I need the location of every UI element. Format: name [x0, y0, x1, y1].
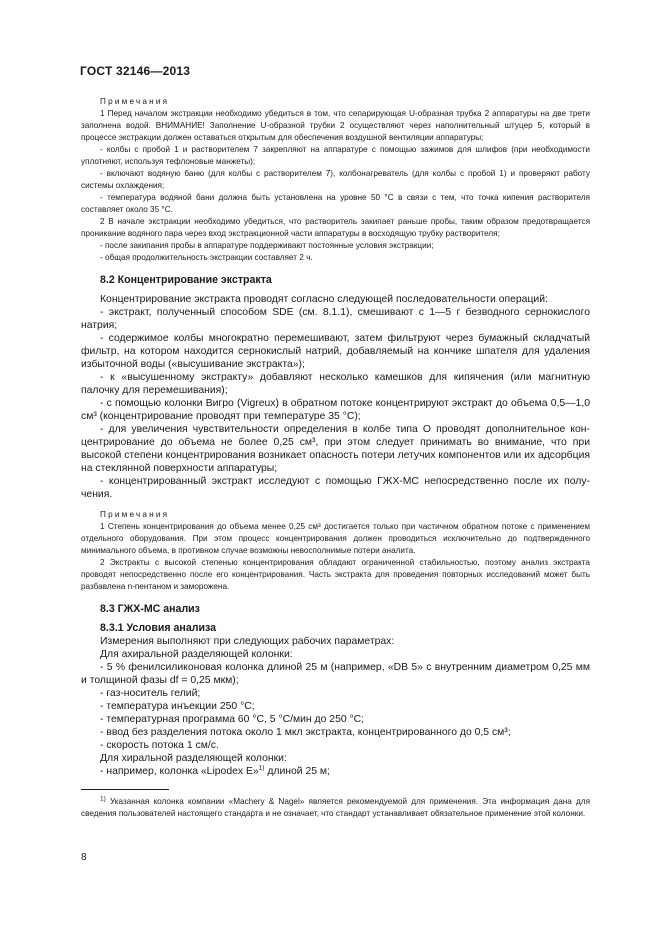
section-8-3-1-body [81, 635, 590, 778]
footnote-text: Указанная колонка компании «Machery & Nagel» является рекомендуемой для применения. Эта информация дана для сведения пользователей настоящего стандарта и не означает, что стандарт устанавливает обязательное применение этой колонки. [81, 797, 590, 818]
list-item: - температурная программа 60 °С, 5 °С/мин до 250 °С; [100, 714, 365, 725]
note-paragraph: 2 Экстракты с высокой степенью концентрирования обладают ограниченной стабильностью, поэтому анализ экстракта проводят непосредственно после его концентрирования. Часть экстракта для проведения повторных исследований может быть разбавлена n-пентаном и заморожена. [81, 558, 590, 591]
notes-block-2 [81, 509, 590, 593]
section-8-2-body [81, 293, 590, 501]
body-paragraph: - содержимое колбы многократно перемешивают, затем фильтруют через бумажный складчатый фильтр, на котором находится сернокислый натрий, добавляемый на кончике шпателя для удаления избыточной воды («высушивание экстракта»); [81, 333, 590, 370]
body-paragraph: - с помощью колонки Вигро (Vigreux) в обратном потоке концентрируют экстракт до объема 0,5—1,0 см³ (концентрирование проводят при температуре 35 °С); [81, 398, 590, 422]
list-item: - температура инъекции 250 °С; [100, 701, 255, 712]
note-paragraph: 1 Перед началом экстракции необходимо убедиться в том, что сепарирующая U-образная трубка 2 аппаратуры на две трети заполнена водой. ВНИМАНИЕ! Заполнение U-образной трубки 2 осуществляют через наполнительный штуцер 5, который в процессе экстракции должен оставаться открытым для обеспечения воздушной вентиляции аппаратуры; [81, 109, 590, 142]
standard-header: ГОСТ 32146—2013 [80, 64, 191, 78]
body-paragraph: Для хиральной разделяющей колонки: [100, 753, 287, 764]
note-paragraph: - колбы с пробой 1 и растворителем 7 закрепляют на аппаратуре с помощью зажимов для шлифов (при необходимости уплотняют, используя тефлоновые манжеты); [81, 145, 590, 166]
note-paragraph: 2 В начале экстракции необходимо убедиться, что растворитель закипает раньше пробы, таким образом предотвращается проникание водяного пара через вход экстракционной части аппаратуры в восходящую трубку растворителя; [81, 217, 590, 238]
note-paragraph: - включают водяную баню (для колбы с растворителем 7), колбонагреватель (для колбы с пробой 1) и проверяют работу системы охлаждения; [81, 169, 590, 190]
list-item: - 5 % фенилсиликоновая колонка длиной 25 м (например, «DB 5» с внутренним диаметром 0,25 мм и толщиной фазы df = 0,25 мкм); [81, 662, 590, 686]
footnote-reference: 1) [258, 764, 265, 772]
list-item [81, 765, 590, 778]
list-item: - скорость потока 1 см/с. [100, 740, 219, 751]
list-item-text: - например, колонка «Lipodex E» [100, 766, 259, 777]
body-paragraph: Концентрирование экстракта проводят согласно следующей последовательности операций: [100, 294, 548, 305]
notes-block-1 [81, 96, 590, 264]
footnote-separator [81, 789, 169, 790]
section-8-3-heading: 8.3 ГЖХ-МС анализ [100, 603, 200, 615]
list-item: - ввод без разделения потока около 1 мкл экстракта, концентрированного до 0,5 см³; [100, 727, 511, 738]
body-paragraph: - к «высушенному экстракту» добавляют несколько камешков для кипячения (или магнитную палочку для перемешивания); [81, 372, 590, 396]
list-item-tail: длиной 25 м; [264, 766, 330, 777]
body-paragraph: Для ахиральной разделяющей колонки: [100, 649, 293, 660]
footnote-mark: 1) [100, 795, 106, 803]
notes-label: Примечания [100, 510, 170, 519]
notes-label: Примечания [100, 97, 170, 106]
body-paragraph: - экстракт, полученный способом SDE (см. 8.1.1), смешивают с 1—5 г безводного сернокислого натрия; [81, 307, 590, 331]
list-item: - газ-носитель гелий; [100, 688, 201, 699]
footnote [81, 796, 590, 820]
main-text-column [81, 96, 590, 778]
body-paragraph: - для увеличения чувствительности определения в колбе типа О проводят дополнительное концентрирование до объема не более 0,25 см³, при этом следует принимать во внимание, что при высокой степени концентрирования возникает опасность потери летучих компонентов или их адсорбция на стеклянной поверхности аппаратуры; [81, 424, 590, 474]
note-paragraph: - после закипания пробы в аппаратуре поддерживают постоянные условия экстракции; [100, 241, 434, 250]
note-paragraph: - температура водяной бани должна быть установлена на уровне 50 °С в связи с тем, что точка кипения растворителя составляет около 35 °С. [81, 193, 590, 214]
section-8-3-1-heading: 8.3.1 Условия анализа [100, 622, 216, 634]
note-paragraph: - общая продолжительность экстракции составляет 2 ч. [100, 253, 313, 262]
note-paragraph: 1 Степень концентрирования до объема менее 0,25 см³ достигается только при частичном обратном потоке с применением отдельного оборудования. При этом процесс концентрирования должен проводиться исключительно до подтвержденного минимального объема, в противном случае возможны невосполнимые потери аналита. [81, 522, 590, 555]
body-paragraph: - концентрированный экстракт исследуют с помощью ГЖХ-МС непосредственно после их получения. [81, 476, 590, 500]
body-paragraph: Измерения выполняют при следующих рабочих параметрах: [100, 636, 395, 647]
page-number: 8 [81, 852, 87, 863]
section-8-2-heading: 8.2 Концентрирование экстракта [100, 274, 272, 286]
